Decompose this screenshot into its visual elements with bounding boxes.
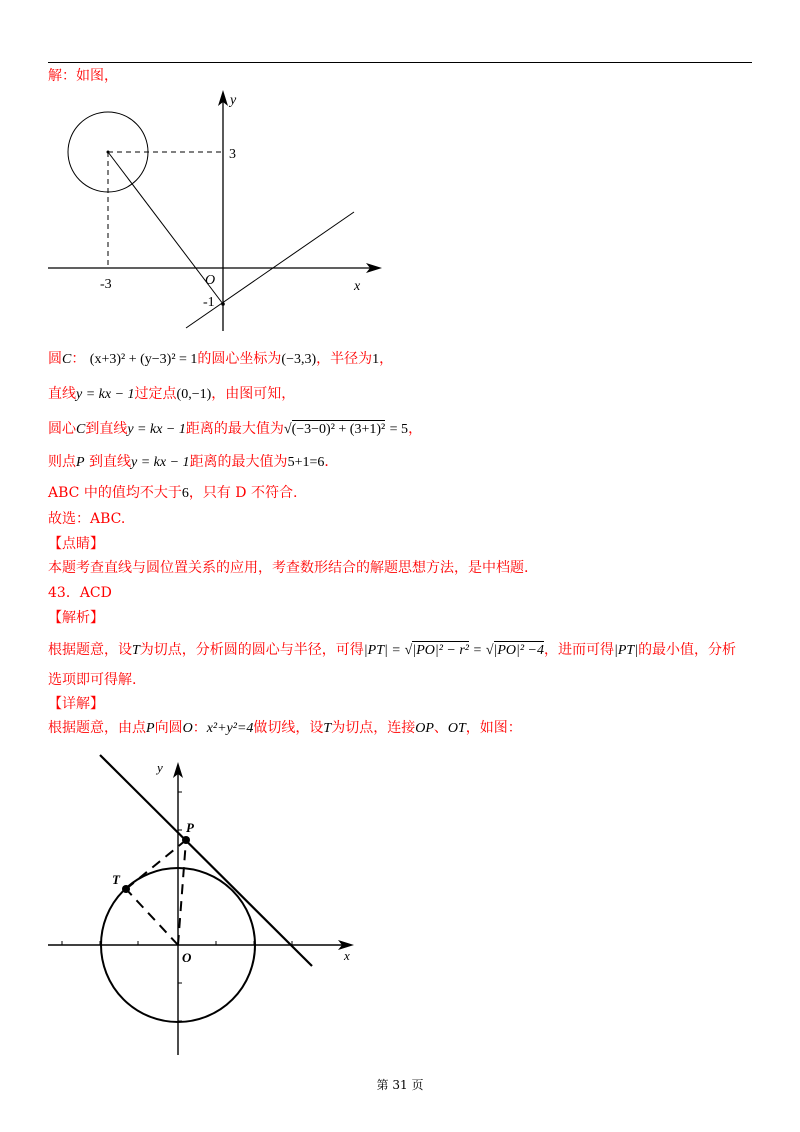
line-7-tip-heading: 【点睛】	[48, 536, 104, 552]
line-11: 根据题意，设T为切点，分析圆的圆心与半径，可得|PT| = √|PO|² − r² = √|PO|² −4，进而可得|PT|的最小值，分析	[48, 642, 737, 658]
line-4: 则点P 到直线y = kx − 1距离的最大值为5+1=6．	[48, 454, 339, 470]
header-rule	[48, 62, 752, 63]
figure-tangent-diagram	[40, 750, 370, 1060]
point-0-neg1	[221, 302, 225, 306]
origin-2-label: O	[182, 950, 192, 965]
y-axis-label: y	[230, 93, 237, 108]
segment-ot	[126, 889, 178, 945]
tick-label-neg1: -1	[203, 295, 215, 310]
line-8: 本题考查直线与圆位置关系的应用，考查数形结合的解题思想方法，是中档题.	[48, 560, 529, 576]
figure-circle-line-diagram	[40, 88, 400, 338]
line-6: 故选：ABC.	[48, 511, 126, 527]
segment-op	[178, 840, 186, 945]
line-13-detail-heading: 【详解】	[48, 696, 104, 712]
tick-label-neg3: -3	[100, 277, 112, 292]
line-10-analysis-heading: 【解析】	[48, 610, 104, 626]
tick-label-3: 3	[229, 147, 236, 162]
line-5: ABC 中的值均不大于6，只有 D 不符合.	[48, 485, 298, 501]
line-3: 圆心C到直线y = kx − 1距离的最大值为√(−3−0)² + (3+1)² = 5，	[48, 421, 423, 437]
point-p	[182, 836, 190, 844]
point-t	[122, 885, 130, 893]
page-footer: 第 31 页	[376, 1078, 424, 1092]
tangent-line	[100, 755, 312, 966]
y-axis-2-label: y	[157, 760, 163, 775]
origin-label: O	[205, 273, 216, 288]
x-axis-label: x	[354, 279, 361, 294]
p-label: P	[186, 820, 194, 835]
solution-intro: 解：如图，	[48, 68, 118, 84]
line-9-answer: 43．ACD	[48, 585, 112, 601]
point-center	[107, 151, 110, 154]
line-y-kx-1	[186, 212, 354, 328]
line-14: 根据题意，由点P向圆O：x²+y²=4做切线，设T为切点，连接OP、OT，如图：	[48, 720, 522, 736]
x-axis-2-label: x	[344, 948, 350, 963]
line-12: 选项即可得解.	[48, 672, 137, 688]
line-2: 直线y = kx − 1过定点(0,−1)，由图可知，	[48, 386, 296, 402]
t-label: T	[112, 872, 120, 887]
line-1: 圆C： (x+3)² + (y−3)² = 1的圆心坐标为(−3,3)，半径为1，	[48, 351, 394, 367]
